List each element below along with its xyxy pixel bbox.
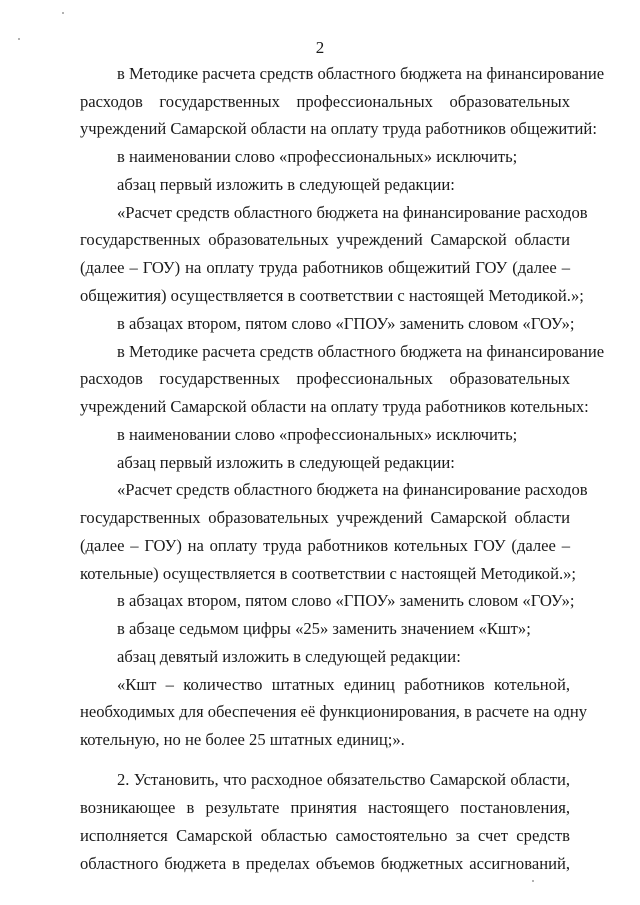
text-line: учреждений Самарской области на оплату труда работников котельных: (80, 397, 589, 416)
text-line: котельные) осуществляется в соответствии с настоящей Методикой.»; (80, 564, 577, 583)
text-line: областного бюджета в пределах объемов бюджетных ассигнований, (80, 854, 570, 873)
text-line: в наименовании слово «профессиональных» исключить; (117, 425, 518, 444)
text-line: котельную, но не более 25 штатных единиц;». (80, 730, 405, 749)
scan-speck (62, 12, 64, 14)
text-line: «Расчет средств областного бюджета на финансирование расходов (117, 203, 588, 222)
text-line: (далее – ГОУ) на оплату труда работников общежитий ГОУ (далее – (80, 258, 570, 277)
text-line: учреждений Самарской области на оплату труда работников общежитий: (80, 119, 597, 138)
text-line: абзац первый изложить в следующей редакции: (117, 175, 455, 194)
text-line: в абзацах втором, пятом слово «ГПОУ» заменить словом «ГОУ»; (117, 314, 575, 333)
text-line: государственных образовательных учреждений Самарской области (80, 230, 570, 249)
text-line: в Методике расчета средств областного бюджета на финансирование (117, 342, 605, 361)
scan-speck (532, 880, 534, 882)
text-line: необходимых для обеспечения её функционирования, в расчете на одну (80, 702, 588, 721)
text-line: «Расчет средств областного бюджета на финансирование расходов (117, 480, 588, 499)
text-line: «Кшт – количество штатных единиц работников котельной, (117, 675, 570, 694)
text-line: в абзаце седьмом цифры «25» заменить значением «Кшт»; (117, 619, 531, 638)
text-line: расходов государственных профессиональных образовательных (80, 369, 570, 388)
scan-speck (18, 38, 20, 40)
text-line: в наименовании слово «профессиональных» исключить; (117, 147, 518, 166)
text-line: расходов государственных профессиональных образовательных (80, 92, 570, 111)
text-line: (далее – ГОУ) на оплату труда работников котельных ГОУ (далее – (80, 536, 570, 555)
text-line: возникающее в результате принятия настоящего постановления, (80, 798, 570, 817)
text-line: государственных образовательных учреждений Самарской области (80, 508, 570, 527)
text-line: в Методике расчета средств областного бюджета на финансирование (117, 64, 605, 83)
text-line: абзац первый изложить в следующей редакции: (117, 453, 455, 472)
text-line: исполняется Самарской областью самостоятельно за счет средств (80, 826, 570, 845)
text-line: абзац девятый изложить в следующей редакции: (117, 647, 461, 666)
text-line: 2. Установить, что расходное обязательство Самарской области, (117, 770, 570, 789)
text-line: общежития) осуществляется в соответствии с настоящей Методикой.»; (80, 286, 584, 305)
text-line: в абзацах втором, пятом слово «ГПОУ» заменить словом «ГОУ»; (117, 591, 575, 610)
page-number: 2 (315, 38, 325, 57)
